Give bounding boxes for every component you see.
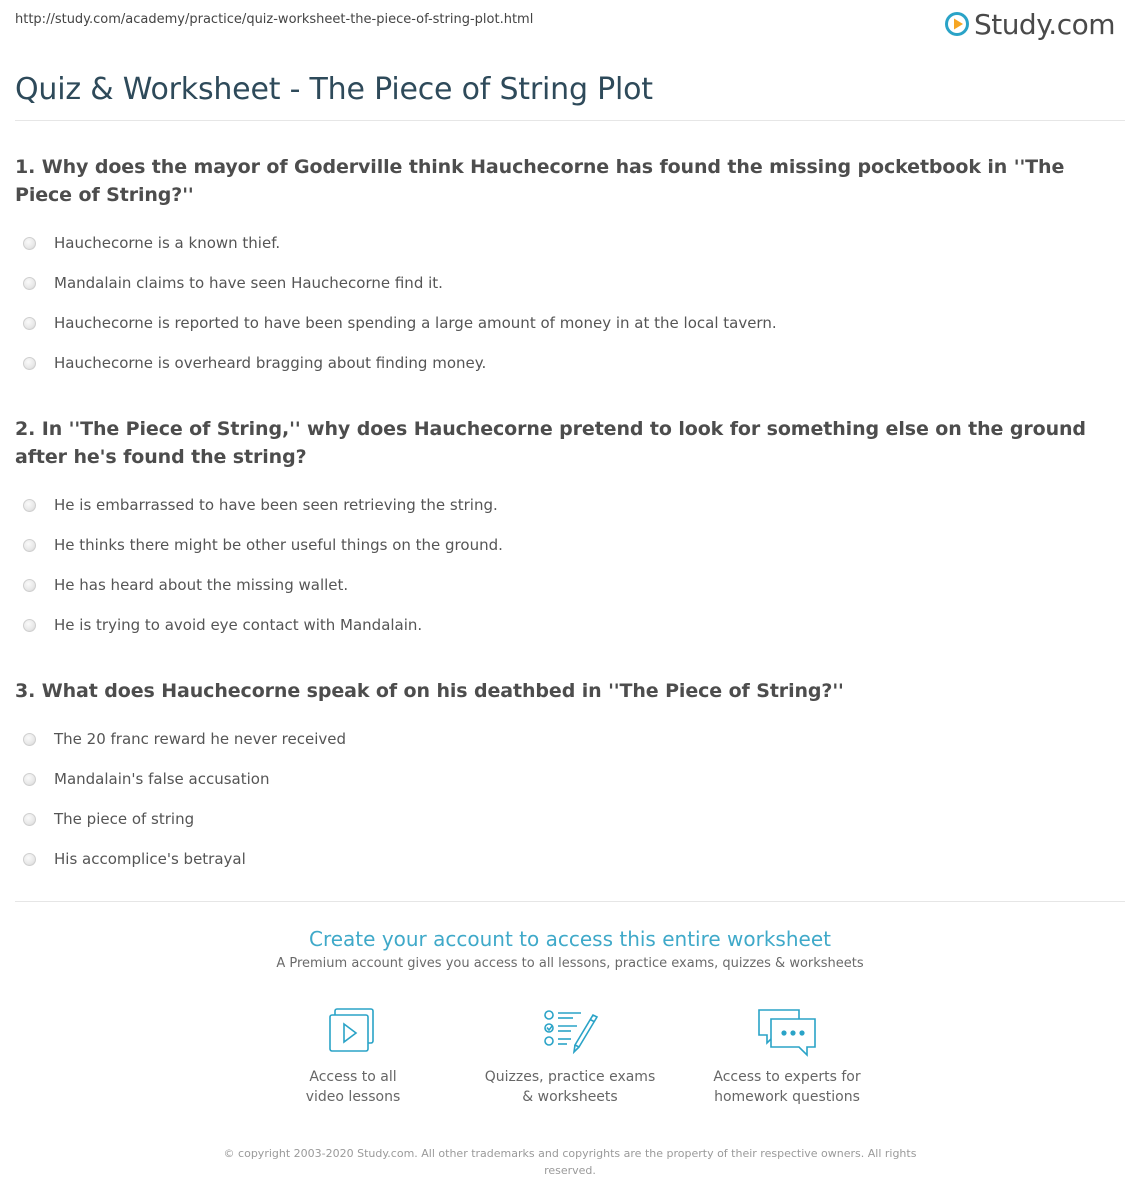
page-title: Quiz & Worksheet - The Piece of String Plot <box>15 72 653 107</box>
question-3 <box>15 677 1125 879</box>
signup-cta <box>15 926 1125 1177</box>
radio-button[interactable] <box>23 619 36 632</box>
question-1 <box>15 153 1125 383</box>
video-lessons-icon <box>326 1007 380 1057</box>
radio-button[interactable] <box>23 357 36 370</box>
answer-label: He is embarrassed to have been seen retrieving the string. <box>54 496 498 514</box>
radio-button[interactable] <box>23 499 36 512</box>
answer-label: Hauchecorne is overheard bragging about finding money. <box>54 354 487 372</box>
radio-button[interactable] <box>23 579 36 592</box>
answer-option[interactable] <box>15 605 1125 645</box>
answer-option[interactable] <box>15 799 1125 839</box>
answer-option[interactable] <box>15 719 1125 759</box>
feature-quizzes <box>462 1007 679 1107</box>
chat-bubbles-icon <box>755 1007 819 1057</box>
title-divider <box>15 120 1125 121</box>
radio-button[interactable] <box>23 813 36 826</box>
page-url: http://study.com/academy/practice/quiz-worksheet-the-piece-of-string-plot.html <box>15 12 534 27</box>
answer-option[interactable] <box>15 263 1125 303</box>
answer-label: His accomplice's betrayal <box>54 850 246 868</box>
answer-label: Mandalain claims to have seen Hauchecorne find it. <box>54 274 443 292</box>
answer-option[interactable] <box>15 565 1125 605</box>
feature-video-lessons <box>245 1007 462 1107</box>
radio-button[interactable] <box>23 853 36 866</box>
answer-option[interactable] <box>15 223 1125 263</box>
top-bar <box>15 0 1125 52</box>
feature-label: Access to experts for homework questions <box>713 1069 861 1105</box>
feature-label: Access to all video lessons <box>305 1069 401 1105</box>
answer-list <box>15 223 1125 383</box>
answer-option[interactable] <box>15 303 1125 343</box>
radio-button[interactable] <box>23 733 36 746</box>
answer-option[interactable] <box>15 839 1125 879</box>
cta-subtitle: A Premium account gives you access to all lessons, practice exams, quizzes & worksheets <box>276 956 864 971</box>
answer-option[interactable] <box>15 525 1125 565</box>
radio-button[interactable] <box>23 277 36 290</box>
answer-label: Mandalain's false accusation <box>54 770 270 788</box>
feature-label: Quizzes, practice exams & worksheets <box>484 1069 656 1105</box>
answer-list <box>15 485 1125 645</box>
answer-list <box>15 719 1125 879</box>
radio-button[interactable] <box>23 317 36 330</box>
copyright-notice: © copyright 2003-2020 Study.com. All other trademarks and copyrights are the property of their respective owners. All rights reserved. <box>223 1147 917 1177</box>
radio-button[interactable] <box>23 539 36 552</box>
logo-wordmark: Study.com <box>973 7 1115 41</box>
answer-label: The piece of string <box>54 810 195 828</box>
cta-divider <box>15 901 1125 902</box>
answer-option[interactable] <box>15 343 1125 383</box>
radio-button[interactable] <box>23 773 36 786</box>
question-2 <box>15 415 1125 645</box>
feature-list <box>15 1007 1125 1107</box>
question-text: 3. What does Hauchecorne speak of on his deathbed in ''The Piece of String?'' <box>15 680 844 702</box>
play-circle-icon <box>944 11 970 37</box>
answer-label: He has heard about the missing wallet. <box>54 576 349 594</box>
answer-label: The 20 franc reward he never received <box>54 730 347 748</box>
question-text: 2. In ''The Piece of String,'' why does Hauchecorne pretend to look for something else on the ground after he's found the string? <box>15 418 1086 468</box>
cta-title-link[interactable]: Create your account to access this entire worksheet <box>309 927 831 951</box>
quiz-checklist-icon <box>541 1007 599 1057</box>
answer-option[interactable] <box>15 485 1125 525</box>
study-logo[interactable] <box>944 6 1115 42</box>
feature-experts <box>679 1007 896 1107</box>
answer-label: He is trying to avoid eye contact with Mandalain. <box>54 616 423 634</box>
answer-option[interactable] <box>15 759 1125 799</box>
answer-label: Hauchecorne is reported to have been spending a large amount of money in at the local tavern. <box>54 314 777 332</box>
answer-label: Hauchecorne is a known thief. <box>54 234 281 252</box>
radio-button[interactable] <box>23 237 36 250</box>
question-text: 1. Why does the mayor of Goderville think Hauchecorne has found the missing pocketbook in ''The Piece of String?'' <box>15 156 1065 206</box>
answer-label: He thinks there might be other useful things on the ground. <box>54 536 503 554</box>
